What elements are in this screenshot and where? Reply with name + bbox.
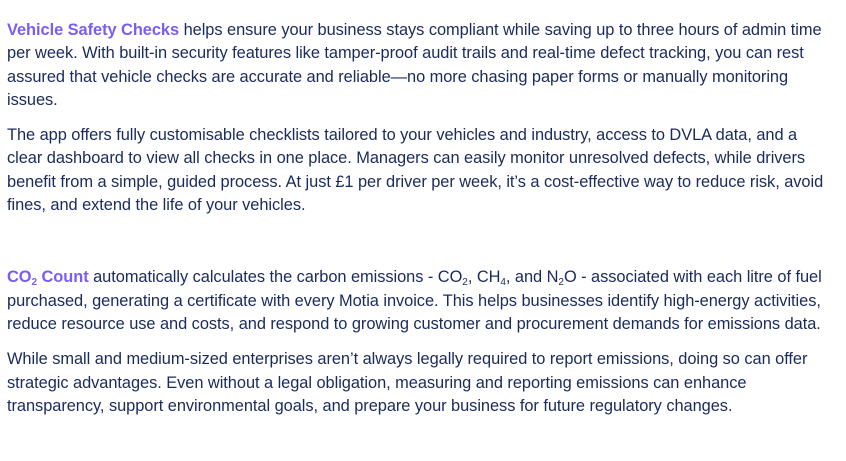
vehicle-safety-intro-paragraph bbox=[7, 19, 835, 112]
article-content bbox=[7, 19, 835, 418]
vehicle-safety-app-paragraph: The app offers fully customisable checklists tailored to your vehicles and industry, access to DVLA data, and a clear dashboard to view all checks in one place. Managers can easily monitor unresolved defects, while drivers benefit from a simple, guided process. At just £1 per driver per week, it’s a cost-effective way to reduce risk, avoid fines, and extend the life of your vehicles. bbox=[7, 126, 824, 215]
section-spacer bbox=[7, 217, 835, 266]
paragraph-spacer bbox=[7, 336, 835, 348]
co2-count-intro-paragraph bbox=[7, 266, 835, 336]
vehicle-safety-intro-text: helps ensure your business stays compliant while saving up to three hours of admin time per week. With built-in security features like tamper-proof audit trails and real-time defect tracking, you can rest assured that vehicle checks are accurate and reliable—no more chasing paper forms or manually monitoring issues. bbox=[7, 21, 822, 109]
co2-count-text: automatically calculates the carbon emissions - $CO_2$, $CH_4$, and $N_2O$ - associated with each litre of fuel purchased, generating a certificate with every Motia invoice. This helps businesses identify high-energy activities, reduce resource use and costs, and respond to growing customer and procurement demands for emissions data. bbox=[7, 268, 822, 333]
paragraph-spacer bbox=[7, 112, 835, 124]
co2-count-link[interactable]: $CO_2$ Count bbox=[7, 268, 89, 289]
vehicle-safety-checks-link[interactable]: Vehicle Safety Checks bbox=[7, 21, 180, 39]
emissions-reporting-paragraph: While small and medium-sized enterprises aren’t always legally required to report emissions, doing so can offer strategic advantages. Even without a legal obligation, measuring and reporting emissions can enhance transparency, support environmental goals, and prepare your business for future regulatory changes. bbox=[7, 350, 808, 415]
